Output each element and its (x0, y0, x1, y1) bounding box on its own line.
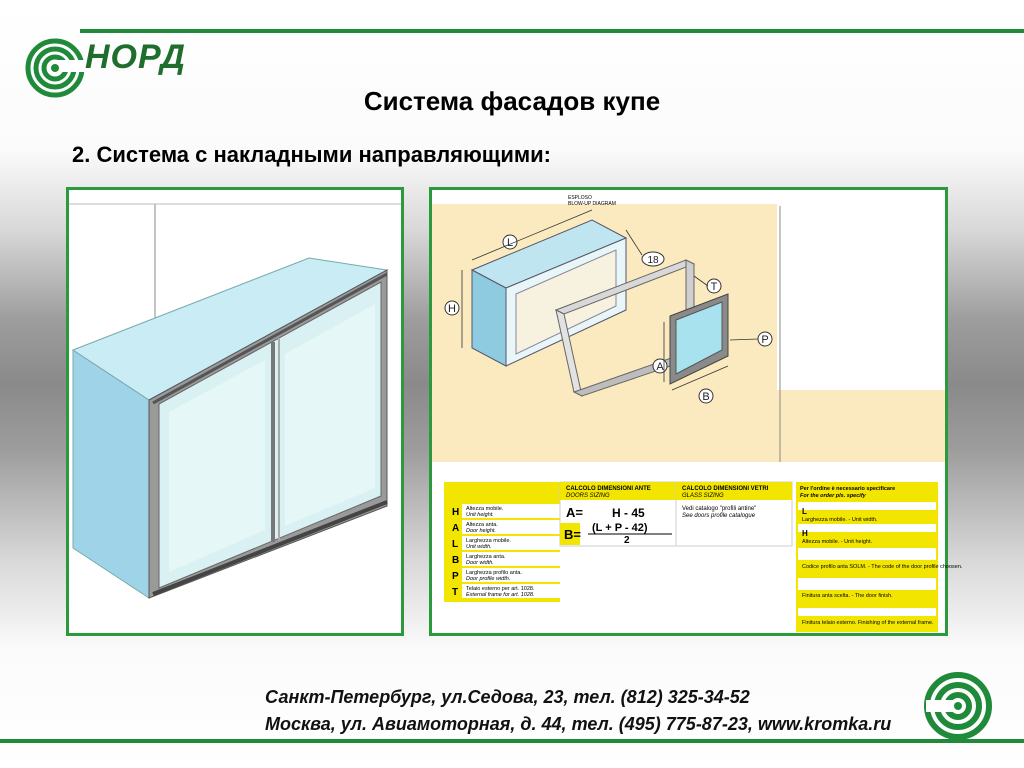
dim-label-a: A (656, 361, 664, 373)
top-divider (80, 29, 1024, 33)
legend-text-en: Door width. (466, 560, 494, 566)
legend-text-en: Door profile width. (466, 576, 511, 582)
legend-row (452, 584, 560, 598)
glass-sizing-text: Vedi catalogo "profili antine" (682, 506, 757, 512)
footer-address-spb: Санкт-Петербург, ул.Седова, 23, тел. (812) 325-34-52 (265, 687, 750, 707)
formula-b-label: B= (564, 527, 581, 542)
dim-label-l: L (506, 237, 514, 249)
legend-text-en: External frame for art. 1028. (466, 592, 535, 598)
page-title: Система фасадов купе (363, 86, 661, 116)
dim-label-t: T (710, 281, 718, 293)
doors-sizing-heading-en: DOORS SIZING (566, 493, 610, 499)
legend-text-it: Telaio esterno per art. 1028. (466, 586, 535, 592)
legend-text-en: Unit height. (466, 512, 494, 518)
doors-sizing-heading: CALCOLO DIMENSIONI ANTE (566, 486, 651, 492)
exploded-diagram (432, 190, 963, 633)
glass-sizing-heading-en: GLASS SIZING (682, 493, 724, 499)
legend-text-it: Larghezza profilo anta. (466, 570, 522, 576)
legend-text-en: Door height. (466, 528, 496, 534)
legend-letter: L (452, 539, 459, 550)
order-info-heading-en: For the order pls. specify (800, 493, 866, 499)
footer-address-msk[interactable]: Москва, ул. Авиамоторная, д. 44, тел. (495) 775-87-23, www.kromka.ru (265, 714, 892, 734)
dim-label-p: P (761, 334, 769, 346)
spiral-logo-icon (920, 670, 996, 742)
wardrobe-illustration (69, 190, 401, 633)
legend-row (452, 568, 560, 582)
diagram-caption-en: BLOW-UP DIAGRAM (568, 201, 616, 207)
footer-contacts (265, 684, 891, 738)
legend-text-it: Altezza mobile. (466, 506, 504, 512)
order-row-letter: H (802, 529, 808, 538)
formula-a-label: A= (566, 505, 583, 520)
formula-b-numerator: (L + P - 42) (592, 522, 648, 534)
order-row-text: Finitura anta scelta. - The door finish. (802, 593, 893, 599)
technical-diagram-panel (429, 187, 963, 636)
legend-text-it: Larghezza mobile. (466, 538, 511, 544)
legend-text-it: Larghezza anta. (466, 554, 506, 560)
legend-row (452, 552, 560, 566)
formula-b-denominator: 2 (624, 535, 630, 546)
order-row-text: Altezza mobile. - Unit height. (802, 539, 873, 545)
legend-text-it: Altezza anta. (466, 522, 498, 528)
legend-letter: H (452, 507, 460, 518)
legend-letter: T (452, 587, 459, 598)
legend-text-en: Unit width. (466, 544, 492, 550)
order-row-text: Larghezza mobile. - Unit width. (802, 517, 878, 523)
section-subtitle: 2. Система с накладными направляющими: (72, 142, 552, 167)
bottom-divider (0, 739, 1024, 743)
wardrobe-illustration-panel (66, 187, 404, 636)
order-row-letter: L (802, 507, 807, 516)
order-row-text: Finitura telaio esterno. Finishing of the external frame. (802, 620, 934, 626)
dim-label-h: H (448, 303, 456, 315)
legend-letter: A (452, 523, 460, 534)
dim-label-18: 18 (647, 255, 659, 266)
legend-letter: P (452, 571, 459, 582)
order-row-text: Codice profilo anta SOLM. - The code of the door profile choosen. (802, 564, 963, 570)
footer-spiral-logo (920, 670, 996, 742)
dim-label-b: B (702, 391, 710, 403)
legend-row (452, 536, 560, 550)
logo-wordmark: НОРД (85, 38, 186, 76)
glass-sizing-text-en: See doors profile catalogue (682, 513, 756, 519)
legend-row (452, 520, 560, 534)
formula-a: H - 45 (612, 506, 645, 520)
glass-sizing-heading: CALCOLO DIMENSIONI VETRI (682, 486, 769, 492)
order-info-heading: Per l'ordine è necessario specificare (800, 486, 896, 492)
diagram-caption: ESPLOSO (568, 195, 592, 201)
legend-letter: B (452, 555, 460, 566)
legend-row (452, 504, 560, 518)
